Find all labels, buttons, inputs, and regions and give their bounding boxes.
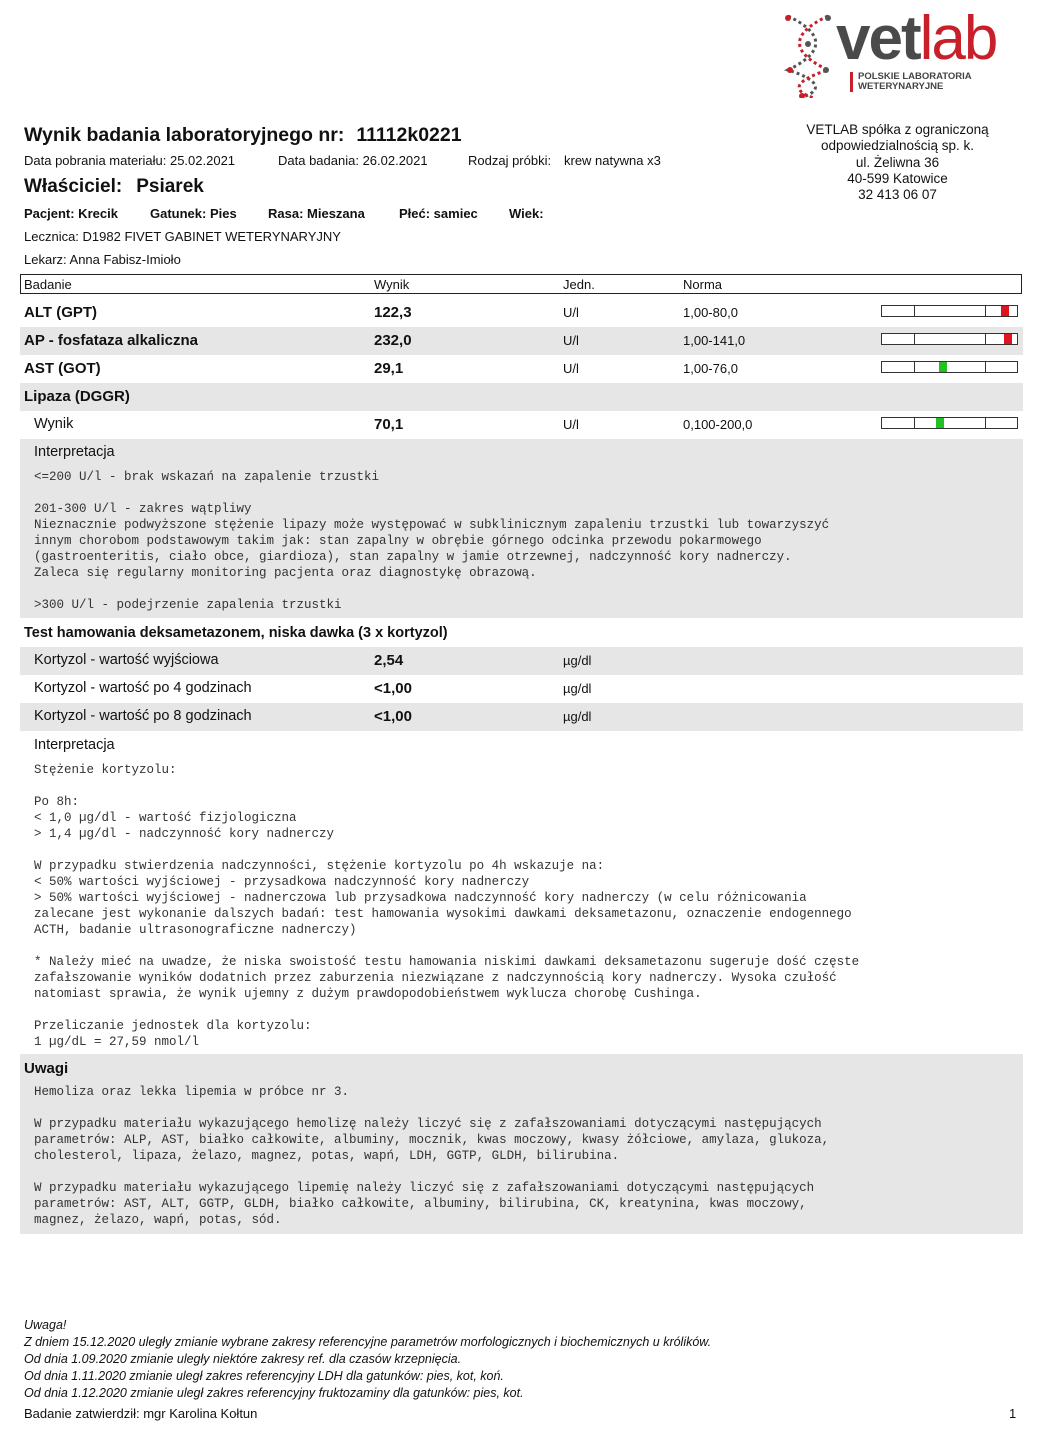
gauge-tick bbox=[914, 334, 915, 344]
dexa-section-title: Test hamowania deksametazonem, niska dawka (3 x kortyzol) bbox=[24, 625, 448, 641]
gauge-marker bbox=[1001, 306, 1009, 316]
gauge-tick bbox=[985, 306, 986, 316]
range-gauge bbox=[881, 417, 1018, 429]
doctor: Lekarz: Anna Fabisz-Imioło bbox=[24, 252, 181, 267]
sample-type-label: Rodzaj próbki: bbox=[468, 153, 552, 168]
species: Gatunek: Pies bbox=[150, 206, 237, 221]
clinic: Lecznica: D1982 FIVET GABINET WETERYNARYJNY bbox=[24, 229, 341, 244]
remarks-text: Hemoliza oraz lekka lipemia w próbce nr 3. W przypadku materiału wykazującego hemolizę należy liczyć się z zafałszowaniami dotyczącymi następujących parametrów: ALP, AST, białko całkowite, albuminy, mocznik, kwas moczowy, kwasy żółciowe, amylaza, glukoza, cholesterol, lipaza, żelazo, magnez, potas, wapń, LDH, GGTP, GLDH, bilirubina. W przypadku materiału wykazującego lipemię należy liczyć się z zafałszowaniami dotyczącymi następujących parametrów: AST, ALT, GGTP, GLDH, białko całkowite, albuminy, bilirubina, CK, kreatynina, kwas moczowy, magnez, żelazo, wapń, potas, sód. bbox=[34, 1085, 830, 1227]
lipase-section-row bbox=[20, 383, 1023, 411]
gauge-marker bbox=[939, 362, 947, 372]
col-test: Badanie bbox=[24, 277, 72, 292]
report-title: Wynik badania laboratoryjnego nr: 11112k0221 bbox=[24, 124, 462, 146]
col-norm: Norma bbox=[683, 277, 723, 292]
collection-date: Data pobrania materiału: 25.02.2021 bbox=[24, 153, 236, 168]
gauge-tick bbox=[914, 362, 915, 372]
remarks-block bbox=[20, 1054, 1023, 1234]
age: Wiek: bbox=[509, 206, 544, 221]
gauge-marker bbox=[1004, 334, 1012, 344]
col-result: Wynik bbox=[374, 277, 410, 292]
logo-wordmark: vetlab bbox=[836, 4, 997, 73]
gauge-tick bbox=[985, 362, 986, 372]
lipase-interpretation bbox=[20, 439, 1023, 618]
result-row-alt: ALT (GPT) 122,3 U/l 1,00-80,0 bbox=[20, 299, 1023, 327]
sample-type: krew natywna x3 bbox=[564, 153, 661, 168]
patient-name: Pacjent: Krecik bbox=[24, 206, 118, 221]
results-table-header bbox=[20, 274, 1022, 294]
result-row-cortisol-4h: Kortyzol - wartość po 4 godzinach <1,00 µg/dl bbox=[34, 680, 592, 697]
interpretation-label: Interpretacja bbox=[34, 444, 115, 460]
result-row-cortisol-8h: Kortyzol - wartość po 8 godzinach <1,00 µg/dl bbox=[20, 703, 1023, 731]
footer-notes: Uwaga! Z dniem 15.12.2020 uległy zmianie wybrane zakresy referencyjne parametrów morfologicznych i biochemicznych u królików. Od dnia 1.09.2020 zmianie uległy niektóre zakresy ref. dla czasów krzepnięcia. Od dnia 1.11.2020 zmianie uległ zakres referencyjny LDH dla gatunków: pies, kot, koń. Od dnia 1.12.2020 zmianie uległ zakres referencyjny fruktozaminy dla gatunków: pies, kot. bbox=[24, 1318, 712, 1400]
dna-helix-icon bbox=[780, 12, 840, 98]
lipase-section-title: Lipaza (DGGR) bbox=[24, 388, 130, 405]
page-number: 1 bbox=[1009, 1406, 1017, 1421]
gauge-tick bbox=[914, 418, 915, 428]
remarks-title: Uwagi bbox=[24, 1060, 69, 1077]
report-number: 11112k0221 bbox=[356, 124, 462, 146]
result-row-ast: AST (GOT) 29,1 U/l 1,00-76,0 bbox=[20, 355, 1023, 383]
vetlab-logo bbox=[780, 4, 1000, 102]
company-address: VETLAB spółka z ograniczoną odpowiedzialnością sp. k. ul. Żeliwna 36 40-599 Katowice 32 413 06 07 bbox=[806, 122, 989, 203]
result-row-ap: AP - fosfataza alkaliczna 232,0 U/l 1,00-141,0 bbox=[20, 327, 1023, 355]
interpretation-text: <=200 U/l - brak wskazań na zapalenie trzustki 201-300 U/l - zakres wątpliwy Nieznacznie podwyższone stężenie lipazy może występować w subklinicznym zapaleniu trzustki lub towarzyszyć innym chorobom podstawowym takim jak: stan zapalny w obrębie górnego odcinka przewodu pokarmowego (gastroenteritis, ciało obce, giardioza), stan zapalny w jamie otrzewnej, nadczynność kory nadnerczy. Zaleca się regularny monitoring pacjenta oraz diagnostykę obrazową. >300 U/l - podejrzenie zapalenia trzustki bbox=[34, 470, 830, 612]
logo-subtitle: POLSKIE LABORATORIA WETERYNARYJNE bbox=[850, 72, 972, 92]
gauge-tick bbox=[985, 334, 986, 344]
range-gauge bbox=[881, 361, 1018, 373]
result-row-lipase: Wynik 70,1 U/l 0,100-200,0 bbox=[20, 411, 1023, 439]
breed: Rasa: Mieszana bbox=[268, 206, 365, 221]
range-gauge bbox=[881, 333, 1018, 345]
approved-by: Badanie zatwierdził: mgr Karolina Kołtun bbox=[24, 1406, 258, 1421]
gauge-tick bbox=[985, 418, 986, 428]
gauge-marker bbox=[936, 418, 944, 428]
gauge-tick bbox=[914, 306, 915, 316]
sex: Płeć: samiec bbox=[399, 206, 478, 221]
owner: Właściciel: Psiarek bbox=[24, 176, 204, 197]
interpretation-label: Interpretacja bbox=[34, 737, 115, 753]
result-row-cortisol-baseline: Kortyzol - wartość wyjściowa 2,54 µg/dl bbox=[20, 647, 1023, 675]
range-gauge bbox=[881, 305, 1018, 317]
col-unit: Jedn. bbox=[563, 277, 595, 292]
test-date: Data badania: 26.02.2021 bbox=[278, 153, 428, 168]
interpretation-text: Stężenie kortyzolu: Po 8h: < 1,0 µg/dl - wartość fizjologiczna > 1,4 µg/dl - nadczynność kory nadnerczy W przypadku stwierdzenia nadczynności, stężenie kortyzolu po 4h wskazuje na: < 50% wartości wyjściowej - przysadkowa nadczynność kory nadnerczy > 50% wartości wyjściowej - nadnerczowa lub przysadkowa nadczynność kory nadnerczy (w celu różnicowania zalecane jest wykonanie dalszych badań: test hamowania wysokimi dawkami deksametazonu, oznaczenie endogennego ACTH, badanie ultrasonograficzne nadnerczy) * Należy mieć na uwadze, że niska swoistość testu hamowania niskimi dawkami deksametazonu sugeruje dość częste zafałszowanie wyników dodatnich przez zaburzenia niezwiązane z nadczynnością kory nadnerczy. Wysoka czułość natomiast sprawia, że wynik ujemny z dużym prawdopodobieństwem wyklucza chorobę Cushinga. Przeliczanie jednostek dla kortyzolu: 1 µg/dL = 27,59 nmol/l bbox=[34, 763, 860, 1049]
